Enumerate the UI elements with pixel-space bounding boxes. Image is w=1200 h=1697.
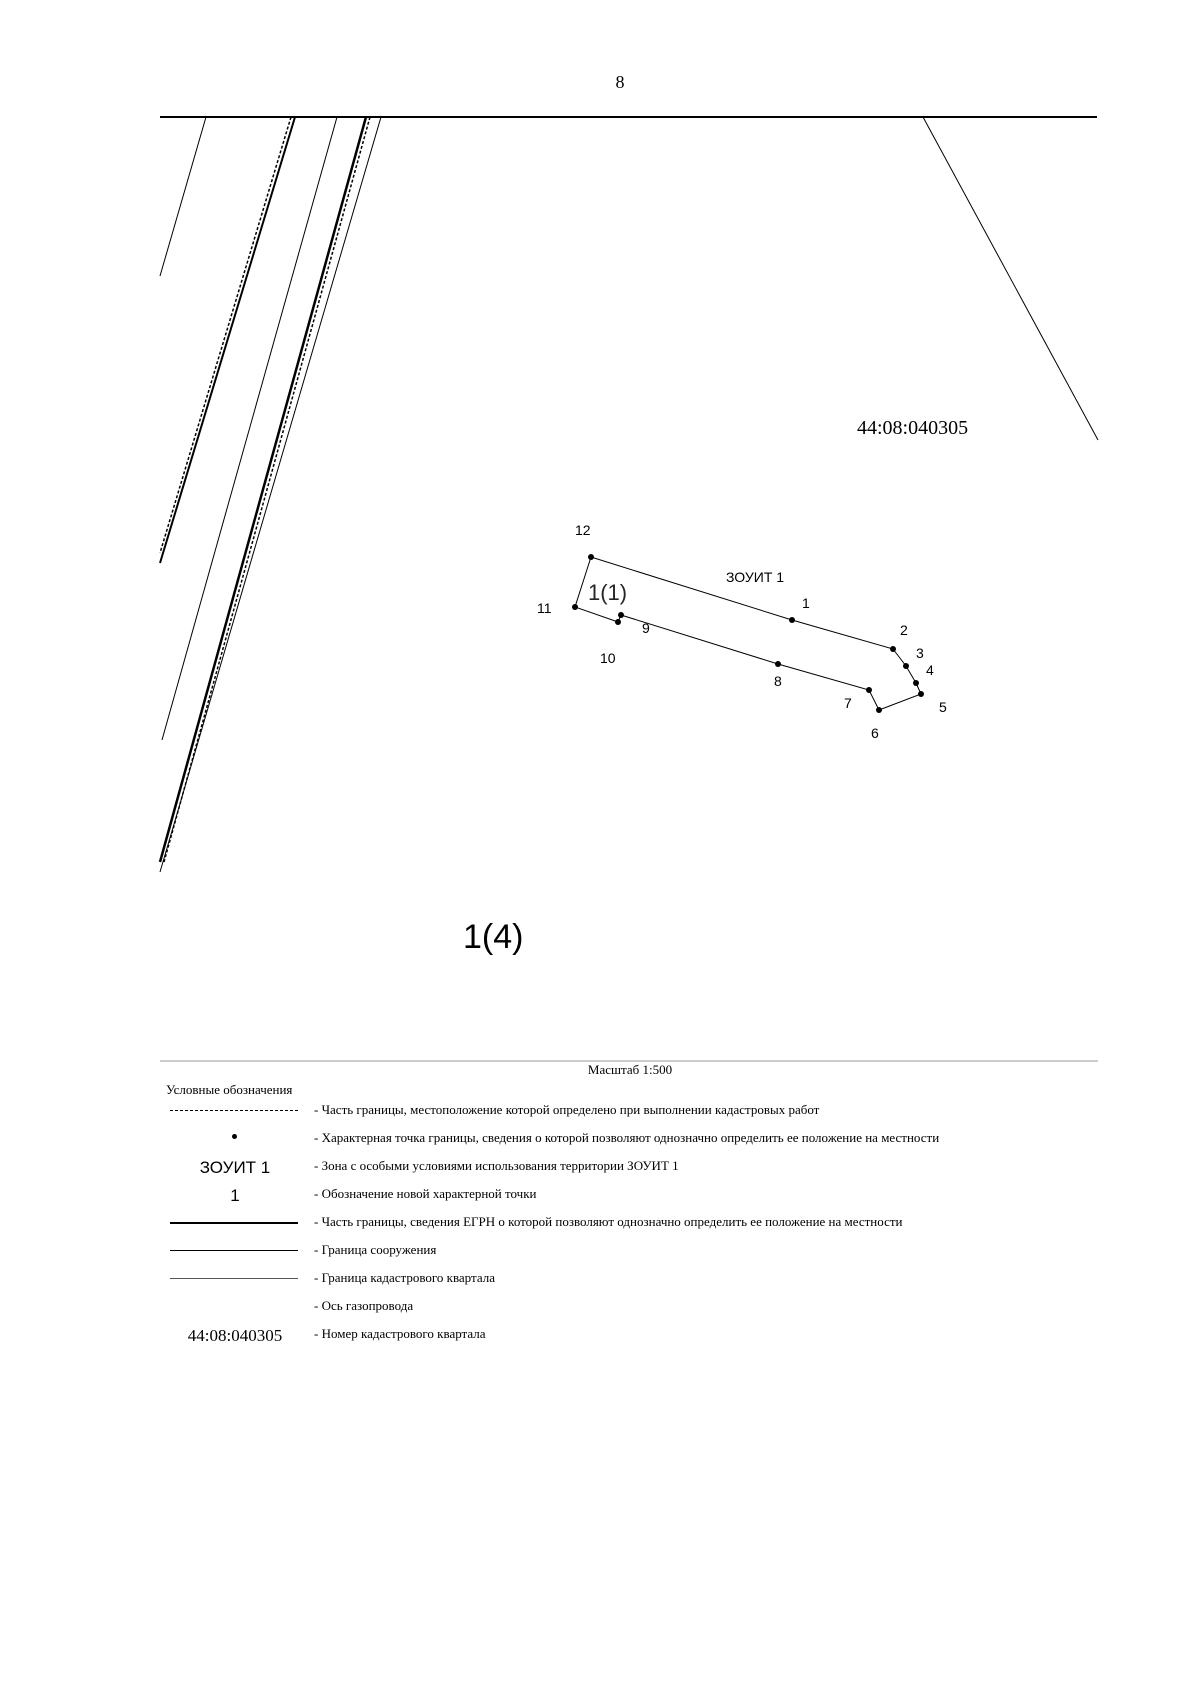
boundary-point-3 xyxy=(903,663,909,669)
point-label-12: 12 xyxy=(575,522,591,538)
legend-symbol xyxy=(160,1152,300,1180)
boundary-point-5 xyxy=(918,691,924,697)
point-label-9: 9 xyxy=(642,620,650,636)
legend-text: - Зона с особыми условиями использования территории ЗОУИТ 1 xyxy=(314,1158,679,1173)
fragment-label-large: 1(4) xyxy=(463,918,524,956)
point-dot-icon xyxy=(232,1134,237,1139)
quarter-boundary xyxy=(923,117,1098,440)
point-label-7: 7 xyxy=(844,695,852,711)
point-label-1: 1 xyxy=(802,595,810,611)
point-label-3: 3 xyxy=(916,645,924,661)
fragment-label-small: 1(1) xyxy=(588,580,628,605)
point-label-2: 2 xyxy=(900,622,908,638)
structure-lines xyxy=(160,117,381,872)
page-number: 8 xyxy=(615,72,625,92)
boundary-point-12 xyxy=(588,554,594,560)
legend-row xyxy=(160,1292,1100,1320)
point-label-10: 10 xyxy=(600,650,616,666)
legend-symbol xyxy=(160,1292,300,1320)
legend-text: - Обозначение новой характерной точки xyxy=(314,1186,537,1201)
legend-symbol xyxy=(160,1124,300,1152)
legend-title: Условные обозначения xyxy=(166,1082,293,1097)
structure-line-symbol xyxy=(170,1250,298,1251)
boundary-point-11 xyxy=(572,604,578,610)
quarter-symbol-text: 44:08:040305 xyxy=(187,1326,283,1345)
legend-text: - Граница сооружения xyxy=(314,1242,437,1257)
legend-row xyxy=(160,1264,1100,1292)
legend-text: - Часть границы, местоположение которой определено при выполнении кадастровых работ xyxy=(314,1102,820,1117)
legend-symbol xyxy=(160,1096,300,1124)
legend xyxy=(160,1096,1100,1348)
legend-symbol xyxy=(160,1320,300,1348)
legend-row xyxy=(160,1236,1100,1264)
quarter-number: 44:08:040305 xyxy=(857,417,969,439)
legend-row xyxy=(160,1180,1100,1208)
boundary-point-10 xyxy=(615,619,621,625)
legend-text: - Граница кадастрового квартала xyxy=(314,1270,495,1285)
point-label-4: 4 xyxy=(926,662,934,678)
scale-label: Масштаб 1:500 xyxy=(587,1062,673,1077)
legend-symbol xyxy=(160,1180,300,1208)
zone-symbol-text: ЗОУИТ 1 xyxy=(199,1158,271,1177)
legend-symbol xyxy=(160,1208,300,1236)
boundary-point-1 xyxy=(789,617,795,623)
boundary-point-7 xyxy=(866,687,872,693)
legend-text: - Характерная точка границы, сведения о которой позволяют однозначно определить ее положение на местности xyxy=(314,1130,940,1145)
point-number-symbol-text: 1 xyxy=(230,1186,240,1205)
legend-text: - Номер кадастрового квартала xyxy=(314,1326,486,1341)
boundary-point-9 xyxy=(618,612,624,618)
legend-text: - Ось газопровода xyxy=(314,1298,414,1313)
legend-row xyxy=(160,1208,1100,1236)
boundary-point-8 xyxy=(775,661,781,667)
boundary-point-2 xyxy=(890,646,896,652)
legend-row xyxy=(160,1124,1100,1152)
quarter-line-symbol xyxy=(170,1278,298,1279)
legend-text: - Часть границы, сведения ЕГРН о которой позволяют однозначно определить ее положение на местности xyxy=(314,1214,903,1229)
point-label-5: 5 xyxy=(939,699,947,715)
legend-symbol xyxy=(160,1264,300,1292)
boundary-point-4 xyxy=(913,680,919,686)
thick-line-symbol xyxy=(170,1222,298,1224)
legend-row xyxy=(160,1096,1100,1124)
point-label-11: 11 xyxy=(537,600,552,616)
point-labels xyxy=(537,522,947,741)
point-label-8: 8 xyxy=(774,673,782,689)
legend-row xyxy=(160,1320,1100,1348)
zone-label: ЗОУИТ 1 xyxy=(726,569,785,585)
point-label-6: 6 xyxy=(871,725,879,741)
legend-symbol xyxy=(160,1236,300,1264)
boundary-point-6 xyxy=(876,707,882,713)
legend-row xyxy=(160,1152,1100,1180)
dashed-line-symbol xyxy=(170,1110,298,1111)
